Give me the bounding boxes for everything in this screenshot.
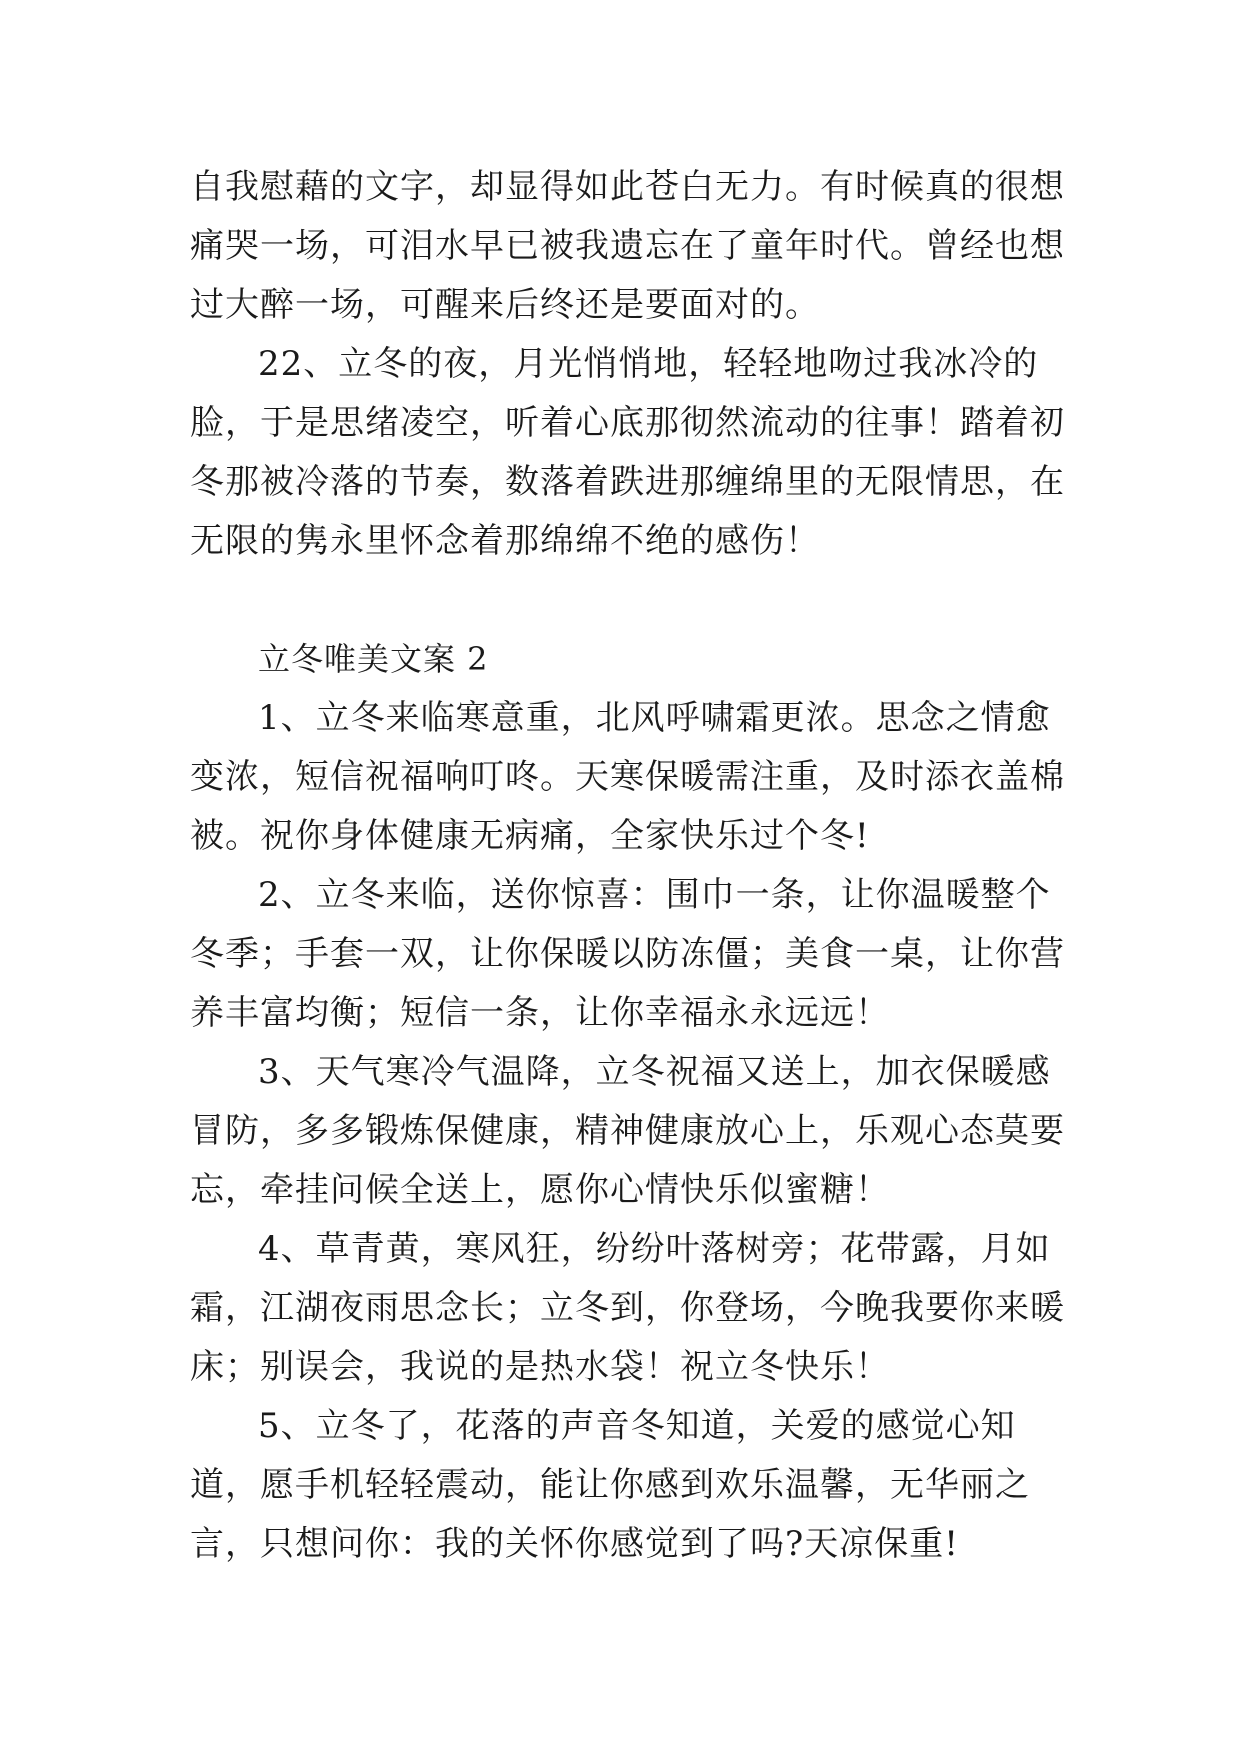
continued-paragraph: 自我慰藉的文字，却显得如此苍白无力。有时候真的很想痛哭一场，可泪水早已被我遗忘在了童年时代。曾经也想过大醉一场，可醒来后终还是要面对的。 — [190, 167, 1065, 325]
document-body — [190, 158, 1070, 1574]
section-heading: 立冬唯美文案 2 — [258, 640, 489, 678]
list-item: 5、立冬了，花落的声音冬知道，关爱的感觉心知道，愿手机轻轻震动，能让你感到欢乐温馨，无华丽之言，只想问你：我的关怀你感觉到了吗?天凉保重! — [190, 1406, 1030, 1564]
list-item: 3、天气寒冷气温降，立冬祝福又送上，加衣保暖感冒防，多多锻炼保健康，精神健康放心上，乐观心态莫要忘，牵挂问候全送上，愿你心情快乐似蜜糖！ — [190, 1052, 1065, 1210]
paragraph-22: 22、立冬的夜，月光悄悄地，轻轻地吻过我冰冷的脸，于是思绪凌空，听着心底那彻然流动的往事！踏着初冬那被冷落的节奏，数落着跌进那缠绵里的无限情思，在无限的隽永里怀念着那绵绵不绝的感伤！ — [190, 344, 1065, 561]
list-item: 4、草青黄，寒风狂，纷纷叶落树旁；花带露，月如霜，江湖夜雨思念长；立冬到，你登场，今晚我要你来暖床；别误会，我说的是热水袋！祝立冬快乐！ — [190, 1229, 1065, 1387]
list-item: 2、立冬来临，送你惊喜：围巾一条，让你温暖整个冬季；手套一双，让你保暖以防冻僵；美食一桌，让你营养丰富均衡；短信一条，让你幸福永永远远！ — [190, 875, 1065, 1033]
list-item: 1、立冬来临寒意重，北风呼啸霜更浓。思念之情愈变浓，短信祝福响叮咚。天寒保暖需注重，及时添衣盖棉被。祝你身体健康无病痛，全家快乐过个冬! — [190, 698, 1065, 856]
section-spacer — [190, 571, 1070, 630]
